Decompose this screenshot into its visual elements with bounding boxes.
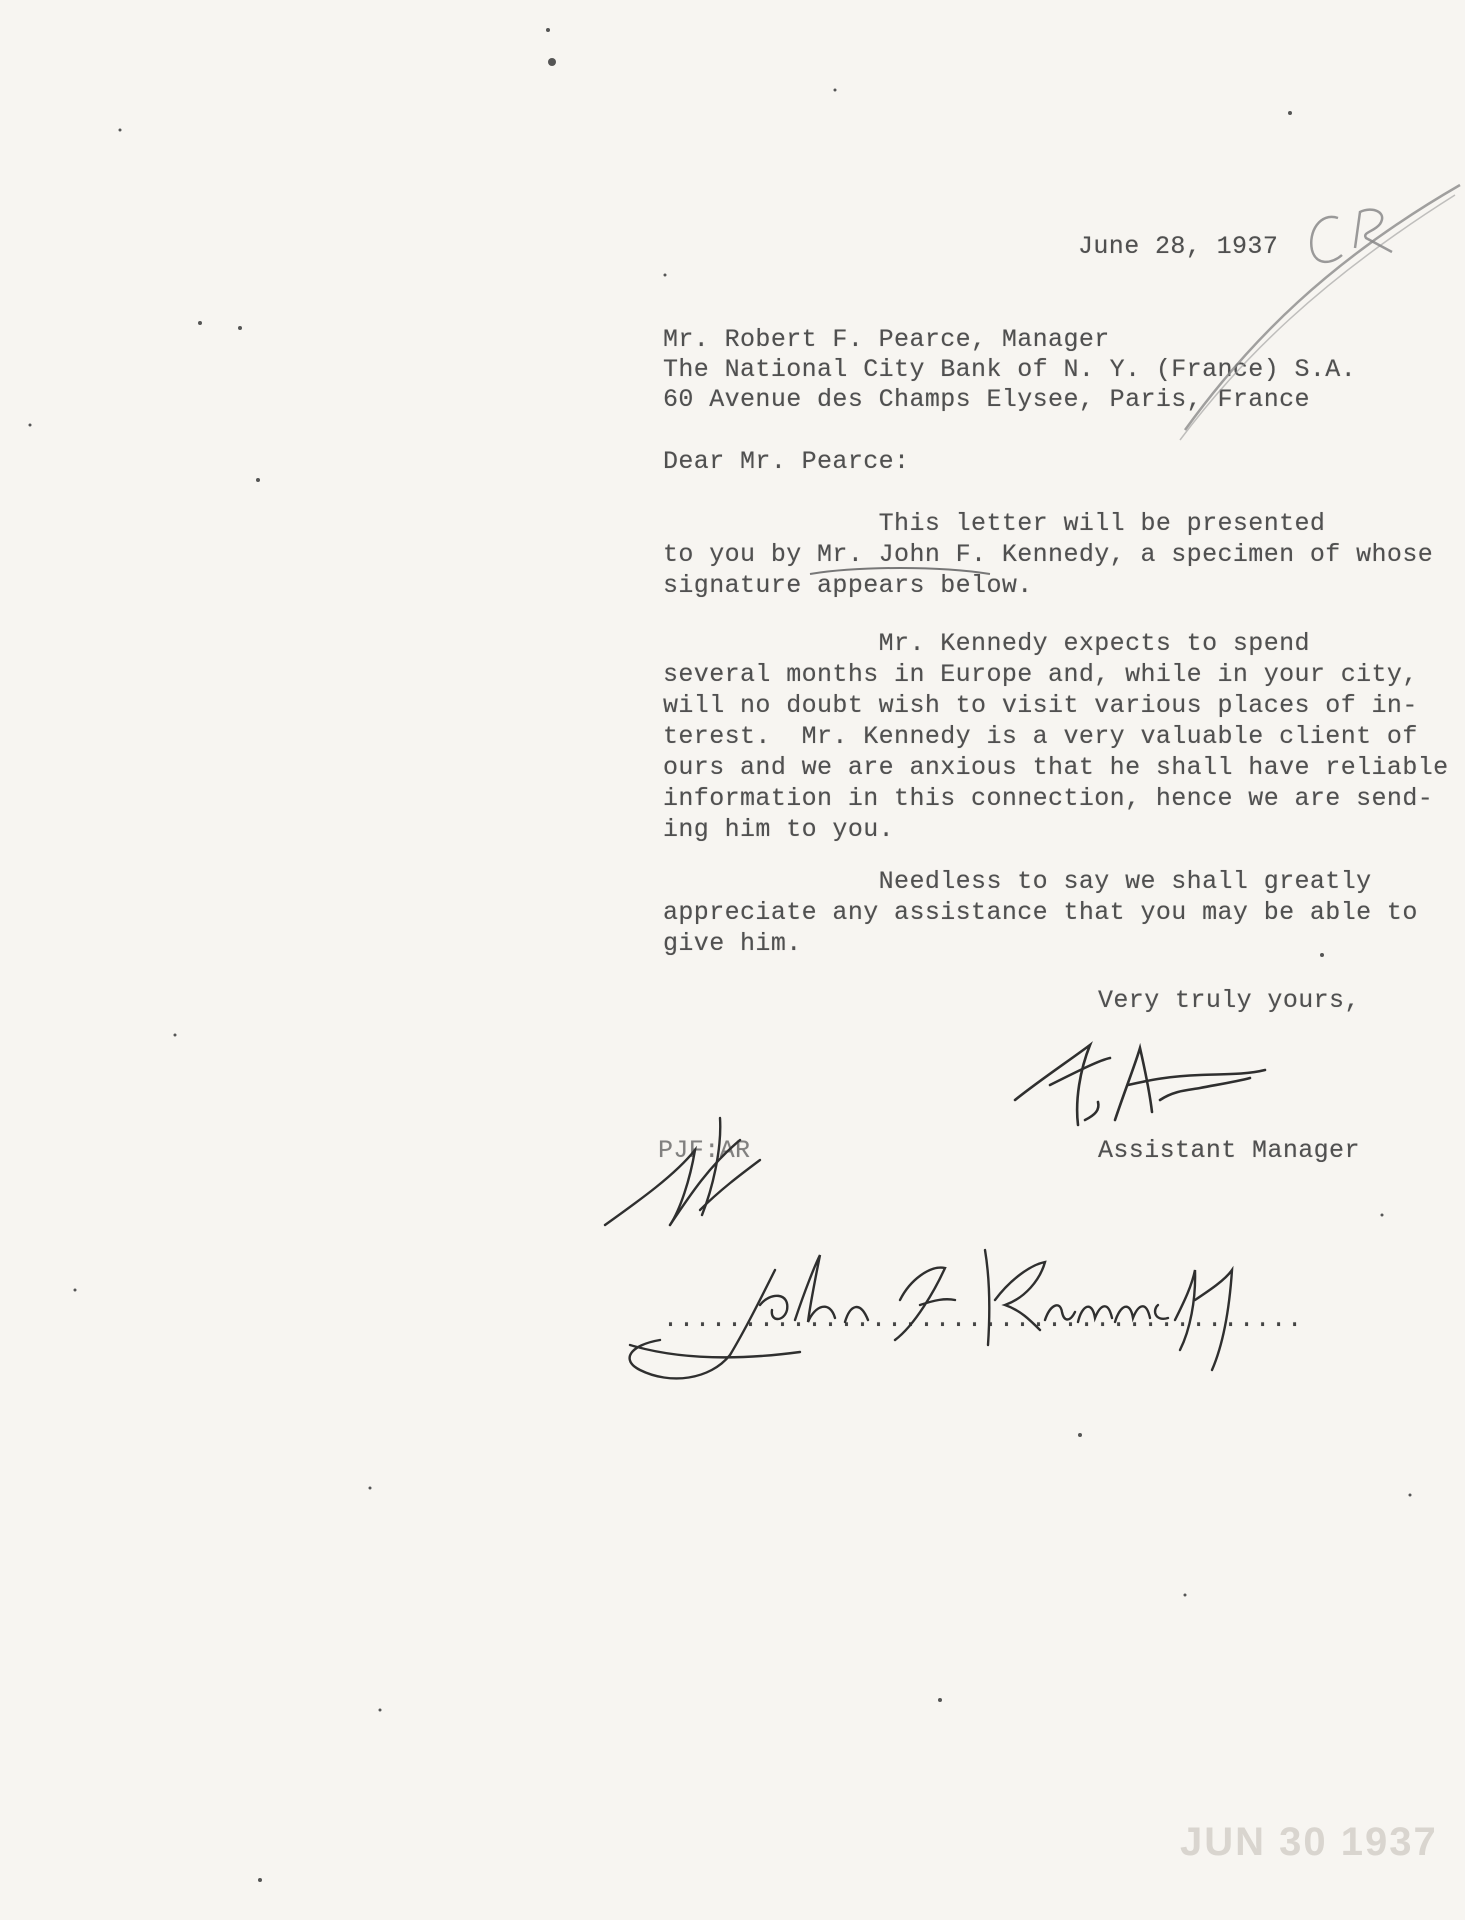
pencil-cr-text bbox=[1326, 253, 1329, 256]
scan-specks bbox=[29, 28, 1412, 1882]
paragraph-2-line-1: Mr. Kennedy expects to spend bbox=[663, 629, 1310, 658]
paragraph-3-line-2: appreciate any assistance that you may be able to bbox=[663, 898, 1418, 927]
paragraph-2-line-2: several months in Europe and, while in your city, bbox=[663, 660, 1418, 689]
recipient-bank: The National City Bank of N. Y. (France) S.A. bbox=[663, 355, 1357, 384]
paragraph-2-line-4: terest. Mr. Kennedy is a very valuable client of bbox=[663, 722, 1418, 751]
received-stamp: JUN 30 1937 bbox=[1180, 1820, 1438, 1864]
pencil-underline bbox=[810, 568, 990, 574]
signature-line: ........................................ bbox=[663, 1305, 1304, 1334]
paragraph-2-line-3: will no doubt wish to visit various places of in- bbox=[663, 691, 1418, 720]
paragraph-2-line-7: ing him to you. bbox=[663, 815, 895, 844]
closing: Very truly yours, bbox=[1098, 986, 1360, 1015]
paragraph-1-line-1: This letter will be presented bbox=[663, 509, 1326, 538]
signer-title: Assistant Manager bbox=[1098, 1136, 1360, 1165]
salutation: Dear Mr. Pearce: bbox=[663, 447, 910, 476]
assistant-manager-signature bbox=[1015, 1045, 1265, 1125]
paragraph-3-line-1: Needless to say we shall greatly bbox=[663, 867, 1372, 896]
pencil-strike-line bbox=[1185, 185, 1460, 430]
paragraph-2-line-5: ours and we are anxious that he shall have reliable bbox=[663, 753, 1449, 782]
letter-date: June 28, 1937 bbox=[1078, 232, 1279, 261]
pencil-strike-line-2 bbox=[1180, 195, 1455, 440]
initials-scribble bbox=[605, 1118, 760, 1225]
reference-initials: PJF:AR bbox=[658, 1136, 751, 1165]
paragraph-1-line-2: to you by Mr. John F. Kennedy, a specimen of whose bbox=[663, 540, 1434, 569]
paragraph-3-line-3: give him. bbox=[663, 929, 802, 958]
paragraph-2-line-6: information in this connection, hence we are send- bbox=[663, 784, 1434, 813]
recipient-address: 60 Avenue des Champs Elysee, Paris, France bbox=[663, 385, 1310, 414]
paragraph-1-line-3: signature appears below. bbox=[663, 571, 1033, 600]
recipient-name: Mr. Robert F. Pearce, Manager bbox=[663, 325, 1110, 354]
jfk-signature bbox=[630, 1250, 1232, 1378]
